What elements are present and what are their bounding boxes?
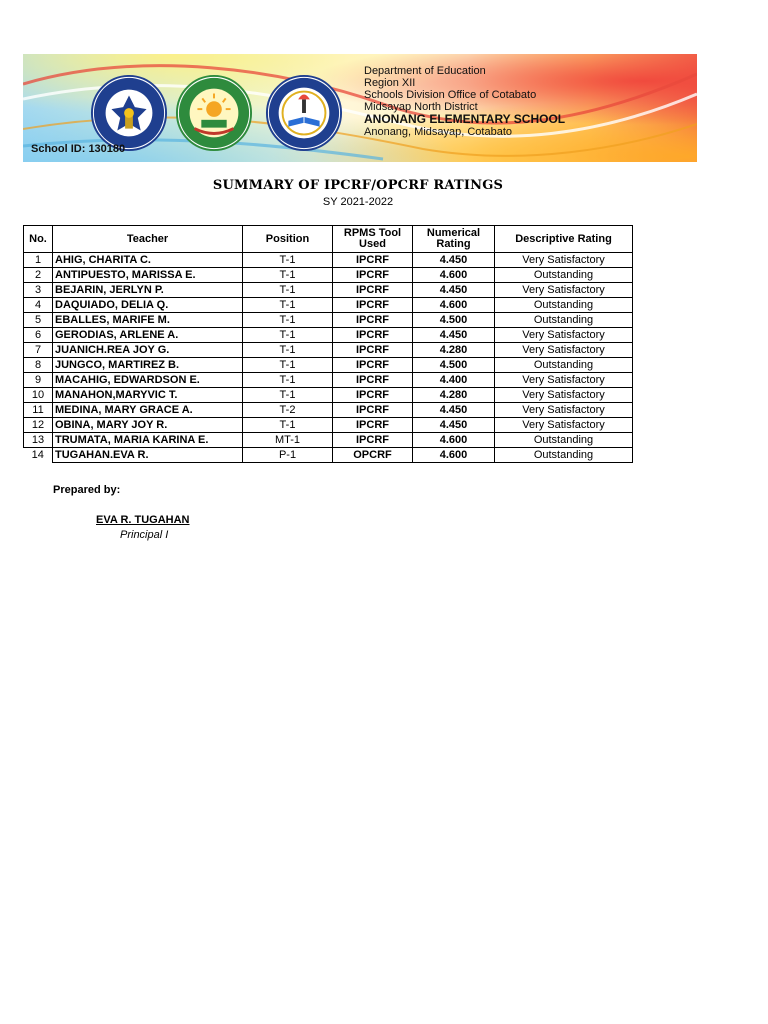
cell-teacher: TRUMATA, MARIA KARINA E. (53, 433, 243, 448)
table-row (24, 283, 633, 298)
signatory-name: EVA R. TUGAHAN (96, 514, 190, 526)
cell-teacher: OBINA, MARY JOY R. (53, 418, 243, 433)
deped-seal-logo (90, 74, 168, 152)
cell-descriptive: Outstanding (495, 298, 633, 313)
table-row (24, 373, 633, 388)
cell-position: P-1 (243, 448, 333, 463)
cell-rating: 4.280 (413, 343, 495, 358)
cell-descriptive: Very Satisfactory (495, 388, 633, 403)
table-row (24, 253, 633, 268)
cell-tool: IPCRF (333, 298, 413, 313)
cell-teacher: ANTIPUESTO, MARISSA E. (53, 268, 243, 283)
cell-tool: IPCRF (333, 403, 413, 418)
table-row (24, 448, 633, 463)
cell-no: 6 (24, 328, 53, 343)
cell-descriptive: Very Satisfactory (495, 373, 633, 388)
school-year: SY 2021-2022 (322, 196, 394, 208)
cell-teacher: BEJARIN, JERLYN P. (53, 283, 243, 298)
table-row (24, 418, 633, 433)
cell-tool: IPCRF (333, 268, 413, 283)
header-teacher: Teacher (53, 226, 243, 253)
cell-rating: 4.450 (413, 253, 495, 268)
table-row (24, 313, 633, 328)
cell-no: 13 (24, 433, 53, 448)
cell-no: 11 (24, 403, 53, 418)
header-numerical-rating: Numerical Rating (413, 226, 495, 253)
cell-teacher: TUGAHAN.EVA R. (53, 448, 243, 463)
cell-tool: IPCRF (333, 313, 413, 328)
cell-descriptive: Outstanding (495, 433, 633, 448)
cell-position: T-1 (243, 418, 333, 433)
cell-rating: 4.600 (413, 268, 495, 283)
cell-position: T-1 (243, 373, 333, 388)
header-rpms-tool: RPMS Tool Used (333, 226, 413, 253)
cell-position: T-1 (243, 328, 333, 343)
table-row (24, 268, 633, 283)
cell-teacher: DAQUIADO, DELIA Q. (53, 298, 243, 313)
cell-descriptive: Outstanding (495, 313, 633, 328)
header-line-department: Department of Education (364, 65, 486, 77)
cell-teacher: MANAHON,MARYVIC T. (53, 388, 243, 403)
table-header-row (24, 226, 633, 253)
cell-rating: 4.400 (413, 373, 495, 388)
cell-descriptive: Outstanding (495, 448, 633, 463)
cell-no: 7 (24, 343, 53, 358)
cell-no: 4 (24, 298, 53, 313)
cell-position: T-1 (243, 358, 333, 373)
prepared-by-label: Prepared by: (53, 484, 121, 496)
cell-position: T-1 (243, 343, 333, 358)
letterhead-banner (23, 54, 697, 162)
cell-position: MT-1 (243, 433, 333, 448)
cell-no: 14 (31, 448, 44, 461)
cell-position: T-1 (243, 313, 333, 328)
cell-rating: 4.600 (413, 433, 495, 448)
department-header-text (364, 65, 565, 138)
cell-teacher: MEDINA, MARY GRACE A. (53, 403, 243, 418)
cell-rating: 4.500 (413, 313, 495, 328)
cell-rating: 4.450 (413, 403, 495, 418)
cell-position: T-1 (243, 253, 333, 268)
table-row (24, 388, 633, 403)
cell-tool: OPCRF (333, 448, 413, 463)
cell-descriptive: Outstanding (495, 268, 633, 283)
cell-position: T-1 (243, 268, 333, 283)
header-line-district: Midsayap North District (364, 101, 478, 113)
table-row (24, 343, 633, 358)
table-row (24, 403, 633, 418)
table-row (24, 358, 633, 373)
cell-descriptive: Very Satisfactory (495, 328, 633, 343)
cell-tool: IPCRF (333, 433, 413, 448)
cell-tool: IPCRF (333, 253, 413, 268)
school-seal-logo (265, 74, 343, 152)
document-title: SUMMARY OF IPCRF/OPCRF RATINGS (212, 178, 504, 193)
cell-tool: IPCRF (333, 328, 413, 343)
cell-position: T-1 (243, 388, 333, 403)
header-descriptive-rating: Descriptive Rating (495, 226, 633, 253)
cell-teacher: AHIG, CHARITA C. (53, 253, 243, 268)
division-seal-logo (175, 74, 253, 152)
cell-rating: 4.280 (413, 388, 495, 403)
cell-descriptive: Very Satisfactory (495, 283, 633, 298)
signatory-title: Principal I (120, 529, 169, 541)
cell-teacher: JUANICH.REA JOY G. (53, 343, 243, 358)
table-row (24, 328, 633, 343)
table-row (24, 298, 633, 313)
cell-tool: IPCRF (333, 283, 413, 298)
cell-position: T-2 (243, 403, 333, 418)
cell-tool: IPCRF (333, 343, 413, 358)
cell-tool: IPCRF (333, 358, 413, 373)
cell-no: 12 (24, 418, 53, 433)
ratings-table (23, 225, 633, 463)
cell-teacher: MACAHIG, EDWARDSON E. (53, 373, 243, 388)
cell-no: 1 (24, 253, 53, 268)
header-position: Position (243, 226, 333, 253)
cell-tool: IPCRF (333, 373, 413, 388)
cell-rating: 4.600 (413, 448, 495, 463)
cell-descriptive: Very Satisfactory (495, 343, 633, 358)
cell-rating: 4.450 (413, 283, 495, 298)
cell-rating: 4.600 (413, 298, 495, 313)
cell-position: T-1 (243, 298, 333, 313)
header-no: No. (24, 226, 53, 253)
cell-tool: IPCRF (333, 418, 413, 433)
cell-no: 2 (24, 268, 53, 283)
school-address: Anonang, Midsayap, Cotabato (364, 126, 512, 138)
header-line-division: Schools Division Office of Cotabato (364, 89, 537, 101)
cell-tool: IPCRF (333, 388, 413, 403)
cell-rating: 4.450 (413, 328, 495, 343)
cell-rating: 4.500 (413, 358, 495, 373)
cell-rating: 4.450 (413, 418, 495, 433)
cell-teacher: JUNGCO, MARTIREZ B. (53, 358, 243, 373)
cell-descriptive: Outstanding (495, 358, 633, 373)
cell-no: 10 (24, 388, 53, 403)
school-id: School ID: 130180 (31, 143, 126, 155)
school-name: ANONANG ELEMENTARY SCHOOL (364, 112, 566, 126)
table-row (24, 433, 633, 448)
cell-descriptive: Very Satisfactory (495, 418, 633, 433)
cell-descriptive: Very Satisfactory (495, 403, 633, 418)
cell-teacher: GERODIAS, ARLENE A. (53, 328, 243, 343)
cell-position: T-1 (243, 283, 333, 298)
cell-no: 9 (24, 373, 53, 388)
cell-descriptive: Very Satisfactory (495, 253, 633, 268)
cell-no: 5 (24, 313, 53, 328)
cell-no: 8 (24, 358, 53, 373)
cell-teacher: EBALLES, MARIFE M. (53, 313, 243, 328)
cell-no: 3 (24, 283, 53, 298)
header-line-region: Region XII (364, 77, 416, 89)
